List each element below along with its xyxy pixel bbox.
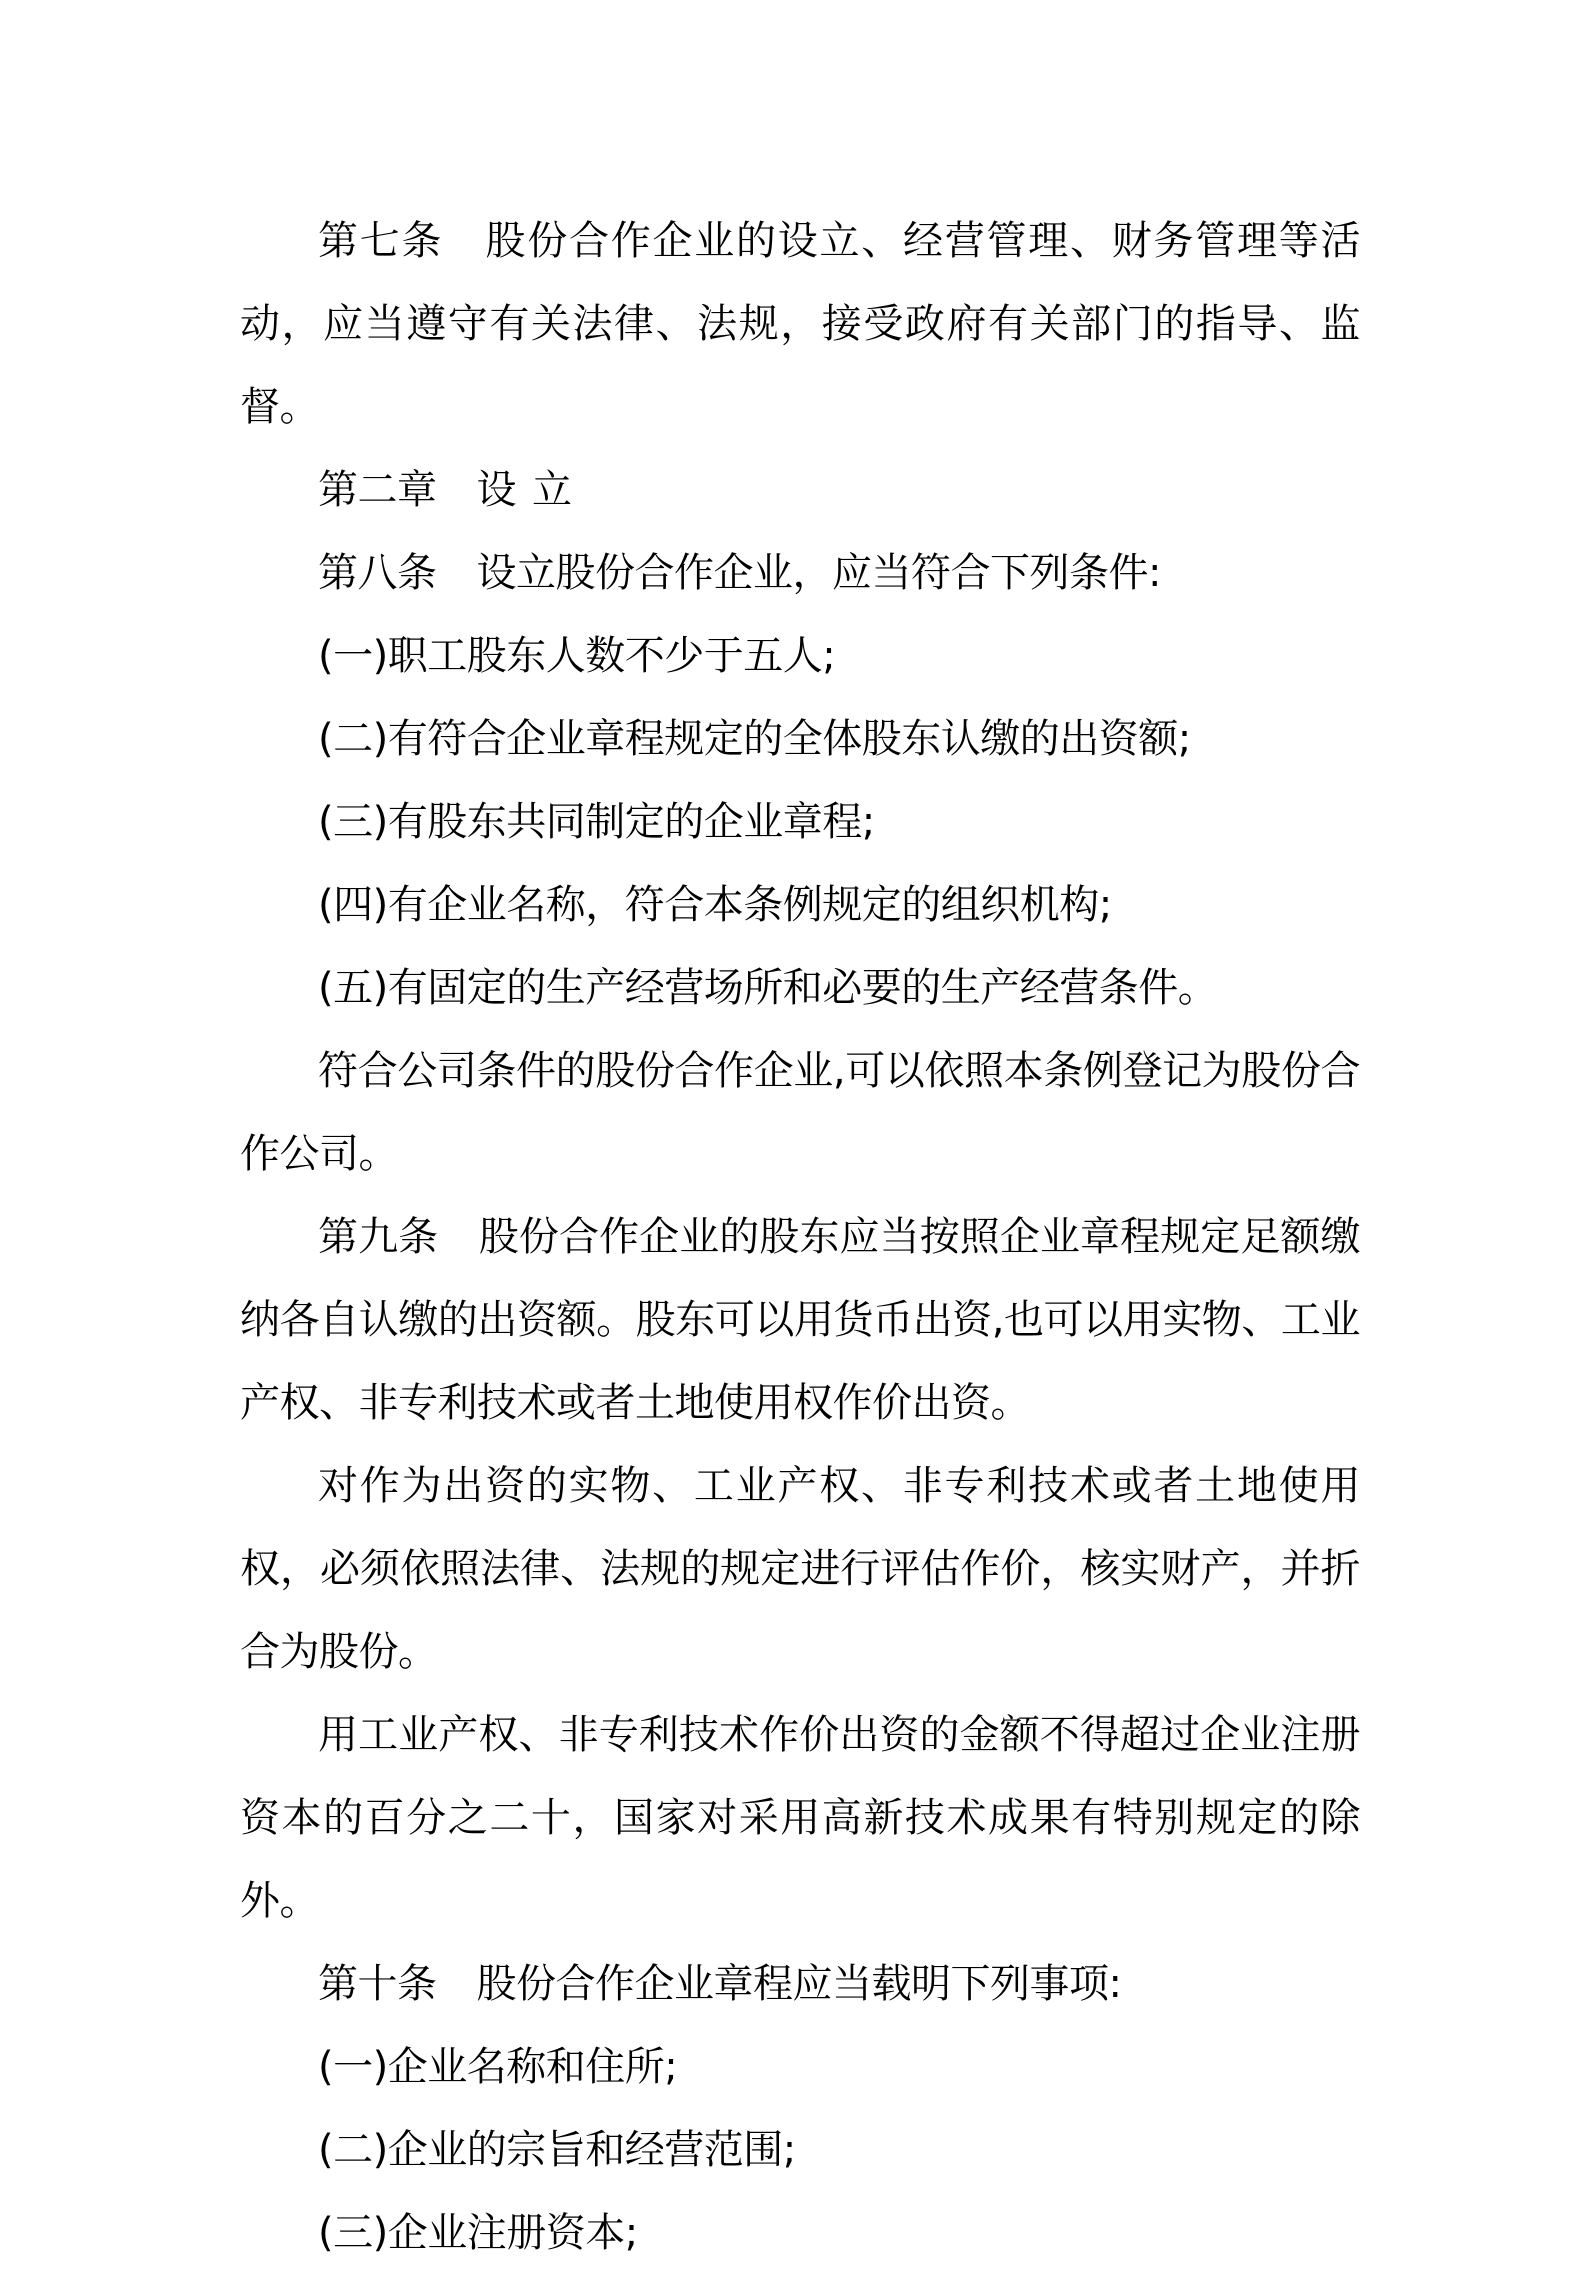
article-10-text: 股份合作企业章程应当载明下列事项:: [476, 1961, 1122, 2007]
article-10-item: (一)企业名称和住所;: [318, 2044, 678, 2090]
article-8: [240, 532, 1360, 615]
article-8-extra-paragraph: 符合公司条件的股份合作企业,可以依照本条例登记为股份合作公司。: [240, 1048, 1360, 1177]
article-7: [240, 200, 1360, 449]
article-8-item: (三)有股东共同制定的企业章程;: [318, 799, 875, 845]
document-page: [240, 200, 1360, 2275]
article-8-item: (五)有固定的生产经营场所和必要的生产经营条件。: [318, 965, 1218, 1011]
article-8-text: 设立股份合作企业，应当符合下列条件:: [476, 550, 1161, 596]
article-8-item: (一)职工股东人数不少于五人;: [318, 633, 836, 679]
article-10: [240, 1943, 1360, 2026]
article-8-item: (二)有符合企业章程规定的全体股东认缴的出资额;: [318, 716, 1191, 762]
chapter-2-title-part-2: 立: [532, 467, 572, 513]
article-10-item: (二)企业的宗旨和经营范围;: [318, 2127, 796, 2173]
article-8-item: (四)有企业名称，符合本条例规定的组织机构;: [318, 882, 1112, 928]
article-9-paragraph-3: 用工业产权、非专利技术作价出资的金额不得超过企业注册资本的百分之二十，国家对采用高新技术成果有特别规定的除外。: [240, 1712, 1360, 1924]
article-9-text: 股份合作企业的股东应当按照企业章程规定足额缴纳各自认缴的出资额。股东可以用货币出资,也可以用实物、工业产权、非专利技术或者土地使用权作价出资。: [240, 1214, 1361, 1426]
article-9: [240, 1196, 1360, 1445]
article-9-paragraph-2: 对作为出资的实物、工业产权、非专利技术或者土地使用权，必须依照法律、法规的规定进行评估作价，核实财产，并折合为股份。: [240, 1463, 1360, 1675]
article-10-number: 第十条: [318, 1961, 437, 2007]
article-8-number: 第八条: [318, 550, 437, 596]
chapter-2-number: 第二章: [318, 467, 437, 513]
article-9-number: 第九条: [318, 1214, 439, 1260]
article-7-number: 第七条: [318, 218, 444, 264]
chapter-2-heading: [240, 449, 1360, 532]
article-7-text: 股份合作企业的设立、经营管理、财务管理等活动，应当遵守有关法律、法规，接受政府有关部门的指导、监督。: [240, 218, 1360, 430]
chapter-2-title-part-1: 设: [476, 467, 516, 513]
article-10-item: (三)企业注册资本;: [318, 2210, 638, 2256]
